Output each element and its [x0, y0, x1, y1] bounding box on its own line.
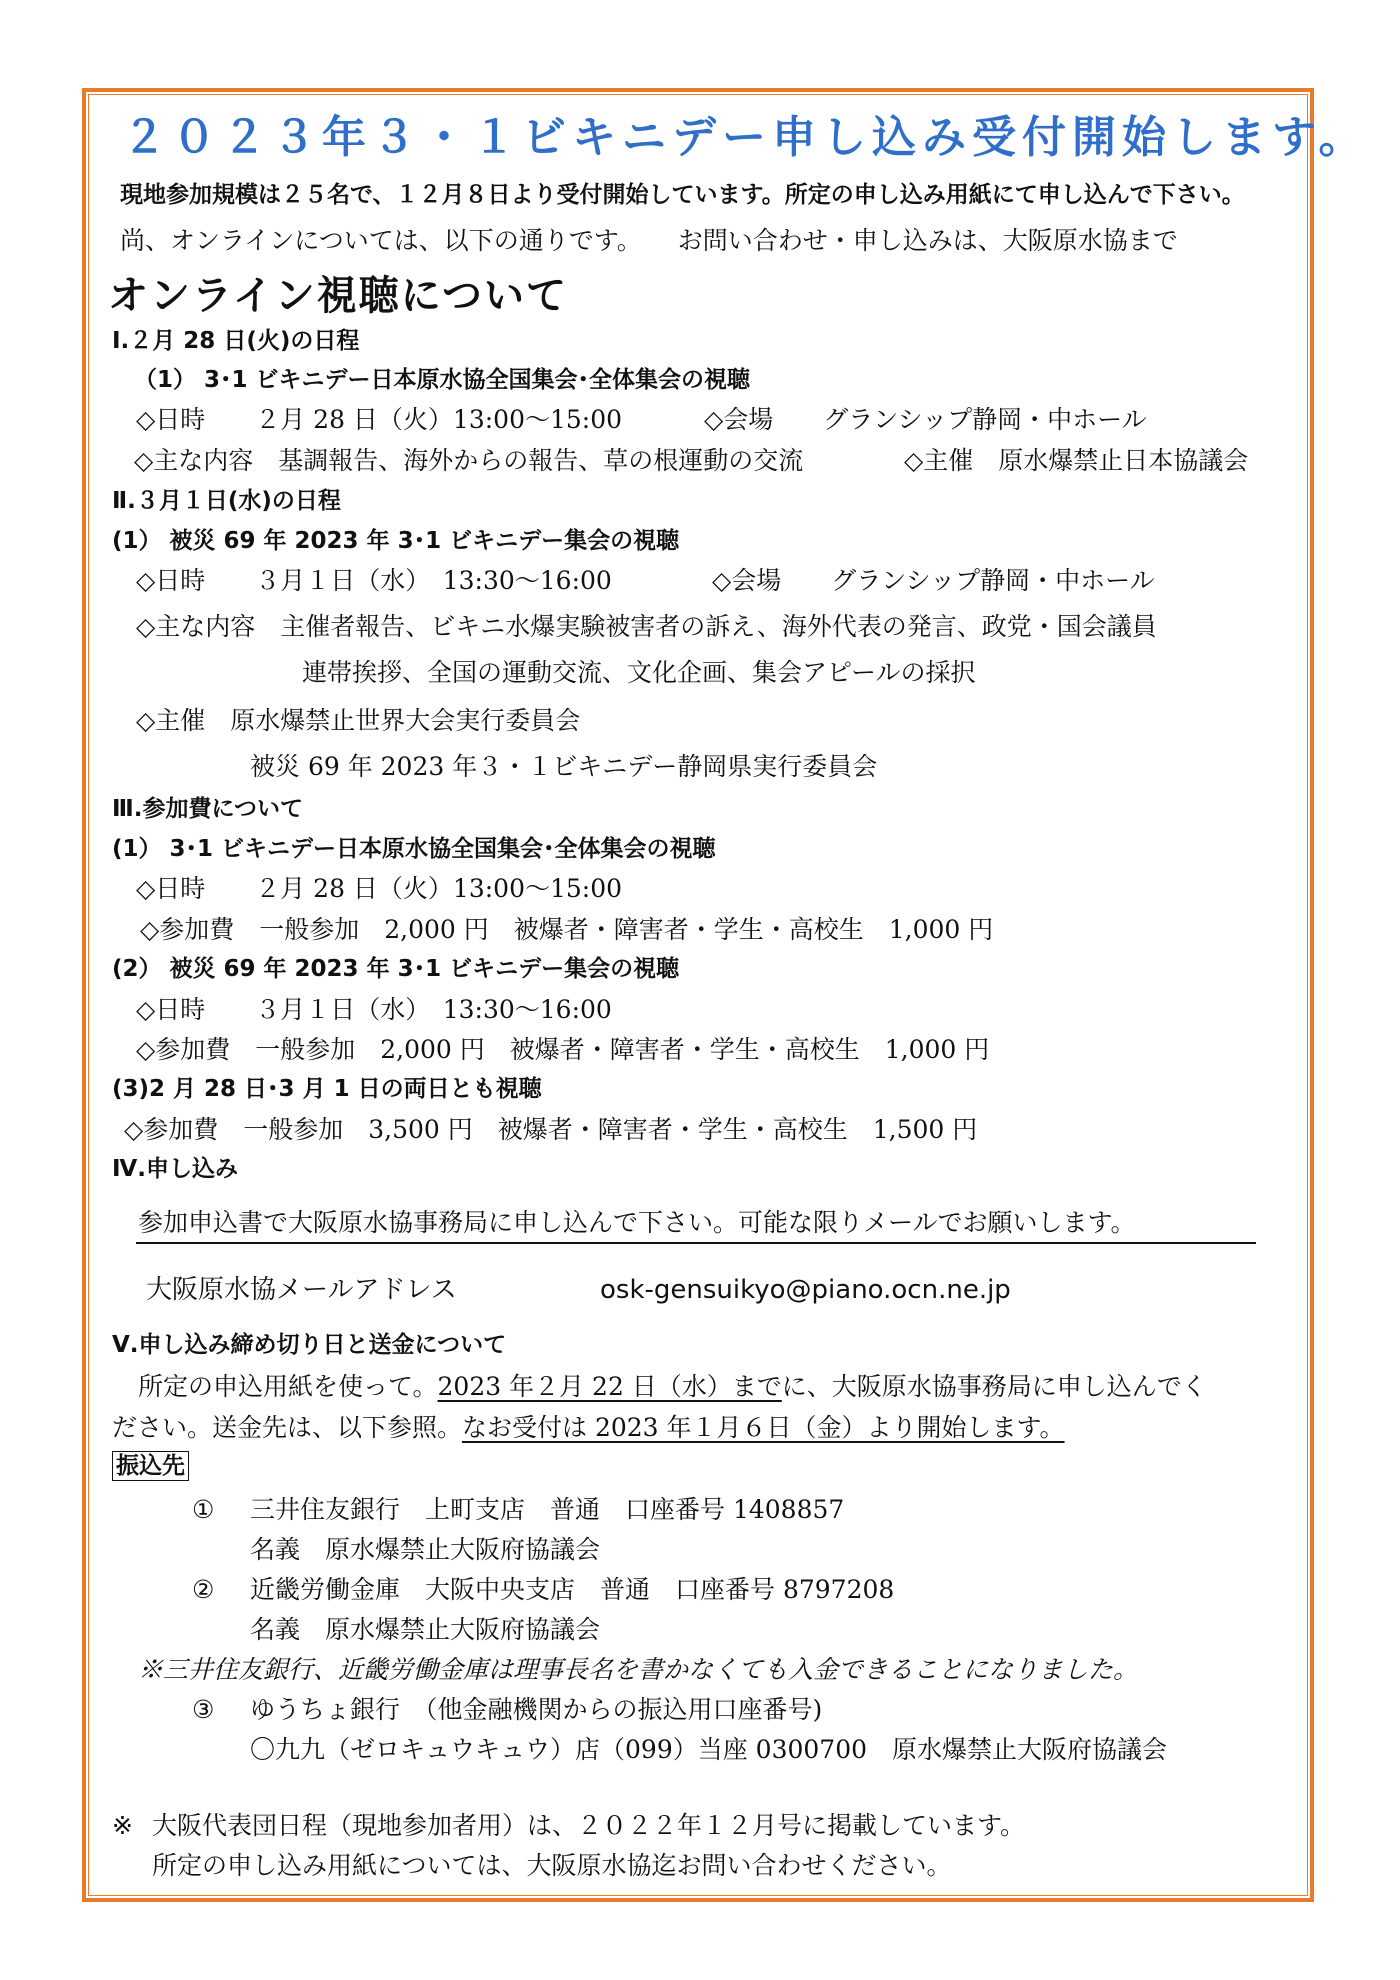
footer-line-2: 所定の申し込み用紙については、大阪原水協迄お問い合わせください。 — [152, 1851, 952, 1880]
section-heading-online: オンライン視聴について — [108, 273, 568, 319]
footer-mark: ※ — [112, 1811, 133, 1840]
bank2-holder: 名義 原水爆禁止大阪府協議会 — [250, 1615, 601, 1644]
s1-datetime: ◇日時 ２月 28 日（火）13:00～15:00 — [136, 405, 623, 434]
intro-line-1: 現地参加規模は２５名で、１２月８日より受付開始しています。所定の申し込み用紙にて申し込んで下さい。 — [120, 182, 1245, 208]
intro-line-2 — [120, 228, 1178, 253]
s5-text-1 — [138, 1374, 1207, 1399]
s2-content-2: 連帯挨拶、全国の運動交流、文化企画、集会アピールの採択 — [302, 658, 976, 687]
s2-venue: ◇会場 グランシップ静岡・中ホール — [712, 566, 1155, 595]
s2-organizer-1: ◇主催 原水爆禁止世界大会実行委員会 — [136, 706, 581, 735]
s4-underline-rule — [136, 1242, 1256, 1244]
s1-item-1: （1） 3･1 ビキニデー日本原水協全国集会･全体集会の視聴 — [134, 367, 751, 393]
s3-b-title: (2） 被災 69 年 2023 年 3･1 ビキニデー集会の視聴 — [112, 956, 680, 982]
s3-a-title: (1） 3･1 ビキニデー日本原水協全国集会･全体集会の視聴 — [112, 836, 716, 862]
s3-a-datetime: ◇日時 ２月 28 日（火）13:00～15:00 — [136, 874, 623, 903]
s2-heading: Ⅱ.３月１日(水)の日程 — [112, 488, 341, 514]
s5-text-1-pre: 所定の申込用紙を使って。 — [138, 1372, 438, 1401]
s5-text-2 — [112, 1415, 1065, 1440]
s5-text-1-post: に、大阪原水協事務局に申し込んでく — [781, 1372, 1207, 1401]
s5-text-2-pre: ださい。送金先は、以下参照。 — [112, 1413, 463, 1442]
s1-content: ◇主な内容 基調報告、海外からの報告、草の根運動の交流 — [134, 446, 804, 475]
bank3-detail: 〇九九（ゼロキュウキュウ）店（099）当座 0300700 原水爆禁止大阪府協議会 — [250, 1735, 1168, 1764]
email-label: 大阪原水協メールアドレス — [146, 1275, 457, 1305]
bank3-number: ③ — [192, 1695, 215, 1724]
bank2-account: 近畿労働金庫 大阪中央支店 普通 口座番号 8797208 — [250, 1575, 895, 1604]
s1-heading: Ⅰ.２月 28 日(火)の日程 — [112, 328, 360, 354]
bank1-number: ① — [192, 1495, 215, 1524]
s4-heading: Ⅳ.申し込み — [112, 1156, 239, 1182]
furikomi-label — [112, 1455, 189, 1478]
intro-online-note: 尚、オンラインについては、以下の通りです。 — [120, 226, 642, 255]
furikomi-box: 振込先 — [112, 1451, 189, 1481]
bank2-number: ② — [192, 1575, 215, 1604]
s2-datetime: ◇日時 ３月１日（水） 13:30～16:00 — [136, 566, 612, 595]
s4-instruction: 参加申込書で大阪原水協事務局に申し込んで下さい。可能な限りメールでお願いします。 — [138, 1208, 1136, 1237]
s3-c-title: (3)2 月 28 日･3 月 1 日の両日とも視聴 — [112, 1076, 542, 1102]
s2-content-1: ◇主な内容 主催者報告、ビキニ水爆実験被害者の訴え、海外代表の発言、政党・国会議員 — [136, 612, 1157, 641]
bank-note: ※三井住友銀行、近畿労働金庫は理事長名を書かなくても入金できることになりました。 — [138, 1655, 1139, 1684]
s1-venue: ◇会場 グランシップ静岡・中ホール — [704, 405, 1147, 434]
s2-item-1: (1） 被災 69 年 2023 年 3･1 ビキニデー集会の視聴 — [112, 528, 680, 554]
s5-start-date: なお受付は 2023 年１月６日（金）より開始します。 — [462, 1413, 1065, 1442]
bank1-holder: 名義 原水爆禁止大阪府協議会 — [250, 1535, 601, 1564]
s3-a-fee: ◇参加費 一般参加 2,000 円 被爆者・障害者・学生・高校生 1,000 円 — [140, 915, 994, 944]
s3-b-datetime: ◇日時 ３月１日（水） 13:30～16:00 — [136, 995, 612, 1024]
page-title: ２０２３年３・１ビキニデー申し込み受付開始します。 — [122, 112, 1369, 163]
s5-heading: Ⅴ.申し込み締め切り日と送金について — [112, 1332, 507, 1358]
s5-deadline: 2023 年２月 22 日（水）まで — [437, 1372, 782, 1401]
intro-contact-note: お問い合わせ・申し込みは、大阪原水協まで — [677, 226, 1178, 255]
s2-organizer-2: 被災 69 年 2023 年３・１ビキニデー静岡県実行委員会 — [250, 752, 878, 781]
bank3-account: ゆうちょ銀行 （他金融機関からの振込用口座番号) — [250, 1695, 823, 1724]
s1-organizer: ◇主催 原水爆禁止日本協議会 — [904, 446, 1249, 475]
footer-line-1: 大阪代表団日程（現地参加者用）は、２０２２年１２月号に掲載しています。 — [152, 1811, 1026, 1840]
email-address[interactable]: osk-gensuikyo@piano.ocn.ne.jp — [600, 1275, 1011, 1305]
s3-heading: Ⅲ.参加費について — [112, 796, 304, 822]
bank1-account: 三井住友銀行 上町支店 普通 口座番号 1408857 — [250, 1495, 845, 1524]
s3-c-fee: ◇参加費 一般参加 3,500 円 被爆者・障害者・学生・高校生 1,500 円 — [124, 1115, 978, 1144]
s3-b-fee: ◇参加費 一般参加 2,000 円 被爆者・障害者・学生・高校生 1,000 円 — [136, 1035, 990, 1064]
